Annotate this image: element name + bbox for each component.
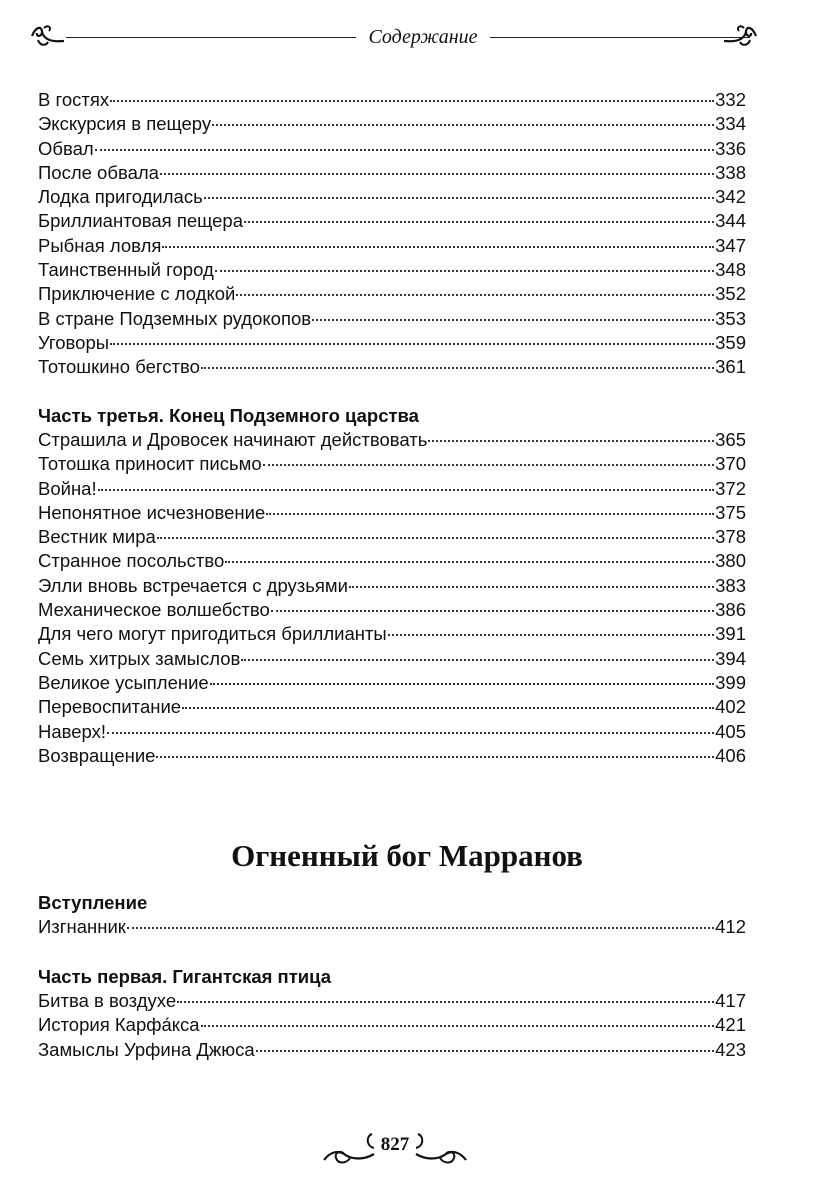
toc-entry-title: Экскурсия в пещеру <box>38 113 212 135</box>
toc-entry[interactable] <box>38 915 746 939</box>
dot-leader <box>212 124 714 126</box>
dot-leader <box>98 489 715 491</box>
dot-leader <box>110 100 714 102</box>
dot-leader <box>428 440 714 442</box>
toc-entry-page: 370 <box>715 453 746 475</box>
toc-entry-page: 394 <box>715 647 746 669</box>
dot-leader <box>201 1025 715 1027</box>
section-heading: Часть первая. Гигантская птица <box>38 966 332 987</box>
toc-entry-page: 361 <box>715 356 746 378</box>
toc-entry[interactable] <box>38 525 746 549</box>
toc-entry[interactable] <box>38 452 746 476</box>
toc-entry-page: 421 <box>715 1014 746 1036</box>
dot-leader <box>182 707 714 709</box>
toc-entry-title: Механическое волшебство <box>38 599 270 621</box>
toc-entry-title: Замыслы Урфина Джюса <box>38 1038 255 1060</box>
toc-entry[interactable] <box>38 258 746 282</box>
dot-leader <box>201 367 714 369</box>
toc-list-part2 <box>38 88 746 380</box>
toc-entry-page: 378 <box>715 526 746 548</box>
toc-entry-page: 372 <box>715 477 746 499</box>
toc-entry[interactable] <box>38 137 746 161</box>
toc-entry[interactable] <box>38 647 746 671</box>
toc-entry-title: Великое усыпление <box>38 671 209 693</box>
toc-entry-title: Тотошка приносит письмо <box>38 453 262 475</box>
toc-entry-title: Элли вновь встречается с друзьями <box>38 574 348 596</box>
toc-entry[interactable] <box>38 622 746 646</box>
toc-entry-page: 348 <box>715 259 746 281</box>
page-number: 827 <box>380 1134 410 1155</box>
toc-entry-page: 334 <box>715 113 746 135</box>
dot-leader <box>236 294 714 296</box>
toc-entry-title: Уговоры <box>38 331 110 353</box>
dot-leader <box>263 464 714 466</box>
toc-entry-page: 412 <box>715 916 746 937</box>
header-rule-left <box>66 37 356 38</box>
toc-entry-title: Рыбная ловля <box>38 234 162 256</box>
toc-entry-page: 380 <box>715 550 746 572</box>
dot-leader <box>241 659 714 661</box>
toc-entry[interactable] <box>38 989 746 1013</box>
toc-entry[interactable] <box>38 549 746 573</box>
flourish-ornament-icon <box>30 22 66 52</box>
dot-leader <box>266 513 714 515</box>
toc-entry[interactable] <box>38 574 746 598</box>
header-rule-right <box>490 37 750 38</box>
toc-entry-title: История Карфа́кса <box>38 1014 200 1036</box>
toc-entry-title: Бриллиантовая пещера <box>38 210 243 232</box>
toc-entry-title: После обвала <box>38 161 159 183</box>
toc-entry-title: Вестник мира <box>38 526 156 548</box>
dot-leader <box>177 1001 714 1003</box>
toc-entry-title: Обвал <box>38 137 94 159</box>
dot-leader <box>388 634 714 636</box>
page-footer <box>320 1122 470 1172</box>
toc-entry-title: Для чего могут пригодиться бриллианты <box>38 623 387 645</box>
toc-entry[interactable] <box>38 185 746 209</box>
toc-entry[interactable] <box>38 695 746 719</box>
toc-entry-page: 359 <box>715 331 746 353</box>
toc-list-book2-part1 <box>38 964 746 1062</box>
toc-entry-title: Возвращение <box>38 744 156 766</box>
toc-entry-page: 383 <box>715 574 746 596</box>
toc-entry-title: Таинственный город <box>38 259 214 281</box>
toc-entry[interactable] <box>38 720 746 744</box>
toc-entry[interactable] <box>38 355 746 379</box>
toc-entry[interactable] <box>38 112 746 136</box>
flourish-ornament-icon <box>320 1130 376 1166</box>
toc-entry-page: 353 <box>715 307 746 329</box>
toc-entry[interactable] <box>38 598 746 622</box>
dot-leader <box>107 732 714 734</box>
toc-entry-page: 423 <box>715 1038 746 1060</box>
toc-entry[interactable] <box>38 307 746 331</box>
toc-entry-title: В гостях <box>38 89 110 110</box>
toc-entry[interactable] <box>38 744 746 768</box>
toc-entry[interactable] <box>38 1038 746 1062</box>
toc-entry[interactable] <box>38 1013 746 1037</box>
toc-list-intro <box>38 890 746 939</box>
toc-entry-page: 402 <box>715 696 746 718</box>
dot-leader <box>312 319 714 321</box>
book-title: Огненный бог Марранов <box>231 838 583 873</box>
toc-entry-page: 405 <box>715 720 746 742</box>
dot-leader <box>204 197 714 199</box>
toc-entry-page: 365 <box>715 429 746 450</box>
toc-entry[interactable] <box>38 428 746 452</box>
toc-entry-title: В стране Подземных рудокопов <box>38 307 312 329</box>
toc-entry-title: Наверх! <box>38 720 107 742</box>
toc-entry[interactable] <box>38 331 746 355</box>
toc-entry-page: 417 <box>715 990 746 1011</box>
dot-leader <box>244 221 714 223</box>
flourish-ornament-icon <box>414 1130 470 1166</box>
dot-leader <box>160 173 714 175</box>
toc-entry-page: 386 <box>715 599 746 621</box>
toc-entry-page: 338 <box>715 161 746 183</box>
toc-entry-title: Странное посольство <box>38 550 225 572</box>
dot-leader <box>156 756 714 758</box>
dot-leader <box>215 270 714 272</box>
toc-entry-title: Тотошкино бегство <box>38 356 200 378</box>
dot-leader <box>256 1050 714 1052</box>
section-heading: Часть третья. Конец Подземного царства <box>38 405 419 426</box>
toc-entry-title: Лодка пригодилась <box>38 186 203 208</box>
toc-entry-page: 406 <box>715 744 746 766</box>
dot-leader <box>95 149 714 151</box>
flourish-ornament-icon <box>722 22 758 52</box>
toc-entry-page: 347 <box>715 234 746 256</box>
toc-entry[interactable] <box>38 88 746 112</box>
section-heading: Вступление <box>38 892 148 913</box>
toc-entry-title: Битва в воздухе <box>38 990 177 1011</box>
dot-leader <box>110 343 714 345</box>
toc-entry[interactable] <box>38 209 746 233</box>
dot-leader <box>271 610 714 612</box>
toc-entry-page: 375 <box>715 501 746 523</box>
toc-entry[interactable] <box>38 671 746 695</box>
dot-leader <box>127 927 714 929</box>
toc-entry-title: Приключение с лодкой <box>38 283 236 305</box>
toc-entry-title: Страшила и Дровосек начинают действовать <box>38 429 428 450</box>
dot-leader <box>157 537 714 539</box>
dot-leader <box>349 586 714 588</box>
toc-entry-page: 352 <box>715 283 746 305</box>
dot-leader <box>162 246 714 248</box>
toc-entry-page: 399 <box>715 671 746 693</box>
toc-entry-title: Семь хитрых замыслов <box>38 647 241 669</box>
dot-leader <box>210 683 714 685</box>
dot-leader <box>225 561 714 563</box>
toc-entry[interactable] <box>38 282 746 306</box>
toc-entry-page: 391 <box>715 623 746 645</box>
running-header <box>30 18 760 54</box>
toc-entry[interactable] <box>38 501 746 525</box>
toc-entry-page: 332 <box>715 89 746 110</box>
running-header-title: Содержание <box>368 26 478 48</box>
toc-entry-title: Изгнанник <box>38 916 126 937</box>
toc-entry-page: 342 <box>715 186 746 208</box>
toc-list-part3 <box>38 403 746 768</box>
toc-entry[interactable] <box>38 161 746 185</box>
toc-entry-page: 336 <box>715 137 746 159</box>
toc-entry-title: Война! <box>38 477 97 499</box>
toc-entry[interactable] <box>38 234 746 258</box>
toc-entry-title: Непонятное исчезновение <box>38 501 266 523</box>
toc-entry[interactable] <box>38 477 746 501</box>
toc-entry-page: 344 <box>715 210 746 232</box>
toc-entry-title: Перевоспитание <box>38 696 182 718</box>
